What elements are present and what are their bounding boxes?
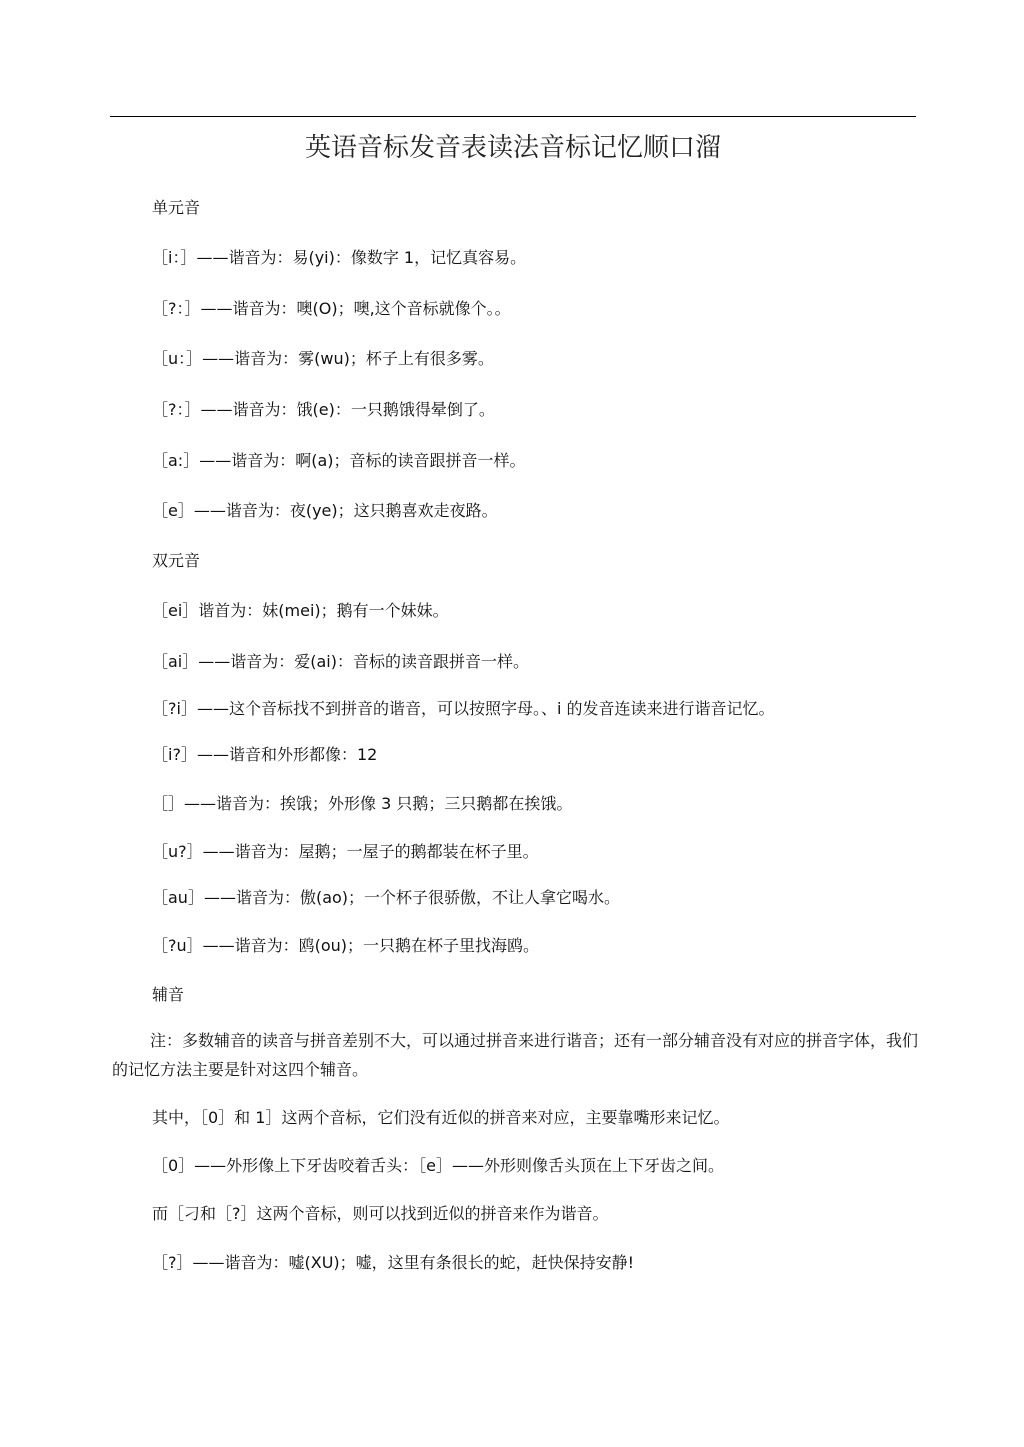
monophthong-line: ［?：］——谐音为：饿(e)：一只鹅饿得晕倒了。 bbox=[152, 400, 495, 419]
diphthong-line: ［i?］——谐音和外形都像：12 bbox=[152, 745, 378, 764]
diphthong-line: ［?i］——这个音标找不到拼音的谐音，可以按照字母。、i 的发音连读来进行谐音记忆。 bbox=[152, 699, 775, 718]
section-heading-consonants: 辅音 bbox=[152, 985, 185, 1004]
diphthong-line: ［au］——谐音为：傲(ao)；一个杯子很骄傲，不让人拿它喝水。 bbox=[152, 888, 621, 907]
section-heading-diphthongs: 双元音 bbox=[152, 551, 201, 570]
consonant-line: ［0］——外形像上下牙齿咬着舌头：［e］——外形则像舌头顶在上下牙齿之间。 bbox=[152, 1156, 725, 1175]
diphthong-line: ［］——谐音为：挨饿；外形像 3 只鹅；三只鹅都在挨饿。 bbox=[152, 794, 573, 813]
monophthong-line: ［e］——谐音为：夜(ye)；这只鹅喜欢走夜路。 bbox=[152, 501, 498, 520]
monophthong-line: ［a:］——谐音为：啊(a)；音标的读音跟拼音一样。 bbox=[152, 451, 526, 470]
section-heading-monophthongs: 单元音 bbox=[152, 198, 201, 217]
diphthong-line: ［u?］——谐音为：屋鹅；一屋子的鹅都装在杯子里。 bbox=[152, 842, 539, 861]
monophthong-line: ［?：］——谐音为：噢(O)；噢,这个音标就像个。。 bbox=[152, 299, 511, 318]
monophthong-line: ［u：］——谐音为：雾(wu)；杯子上有很多雾。 bbox=[152, 349, 494, 368]
monophthong-line: ［i：］——谐音为：易(yi)：像数字 1，记忆真容易。 bbox=[152, 248, 527, 267]
header-rule bbox=[110, 116, 916, 117]
diphthong-line: ［ai］——谐音为：爱(ai)：音标的读音跟拼音一样。 bbox=[152, 652, 529, 671]
consonant-line: 其中，［0］和 1］这两个音标，它们没有近似的拼音来对应，主要靠嘴形来记忆。 bbox=[152, 1108, 730, 1127]
page-title: 英语音标发音表读法音标记忆顺口溜 bbox=[304, 133, 721, 163]
diphthong-line: ［ei］谐首为：妹(mei)；鹅有一个妹妹。 bbox=[152, 601, 449, 620]
consonant-line: ［?］——谐音为：嘘(XU)；嘘，这里有条很长的蛇，赶快保持安静! bbox=[152, 1253, 635, 1272]
consonants-note-paragraph: 注：多数辅音的读音与拼音差别不大，可以通过拼音来进行谐音；还有一部分辅音没有对应的拼音字体，我们的记忆方法主要是针对这四个辅音。 bbox=[112, 1031, 919, 1079]
diphthong-line: ［?u］——谐音为：鸥(ou)；一只鹅在杯子里找海鸥。 bbox=[152, 936, 540, 955]
consonant-line: 而［刁和［?］这两个音标，则可以找到近似的拼音来作为谐音。 bbox=[152, 1204, 609, 1223]
